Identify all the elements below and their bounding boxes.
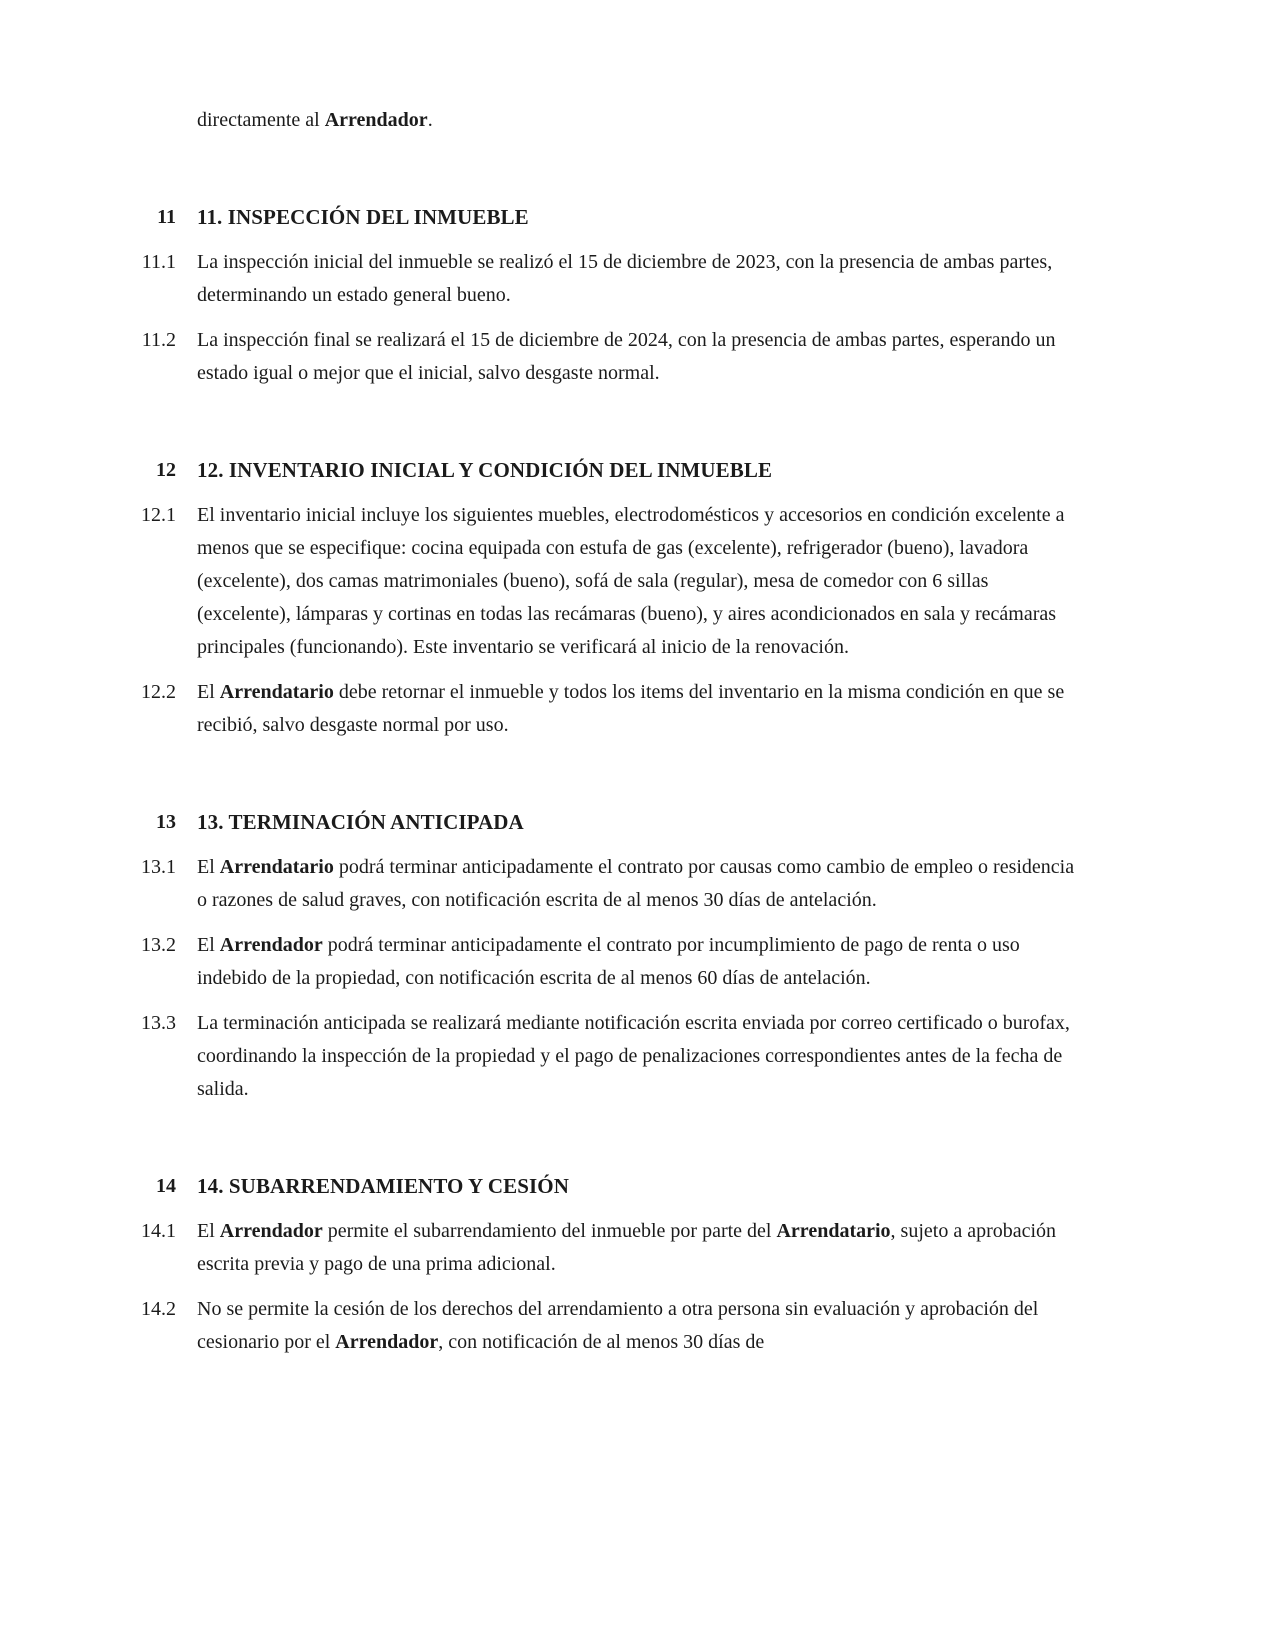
intro-paragraph-row [135, 104, 1080, 137]
section-12-title: 12. INVENTARIO INICIAL Y CONDICIÓN DEL INMUEBLE [197, 458, 773, 482]
clause-14-1-text: El Arrendador permite el subarrendamiento del inmueble por parte del Arrendatario, sujeto a aprobación escrita previa y pago de una prima adicional. [197, 1220, 1057, 1275]
section-11 [135, 201, 1080, 390]
section-12 [135, 454, 1080, 742]
clause-13-2 [135, 929, 1080, 995]
section-12-heading-row [135, 454, 1080, 487]
section-14-number: 14 [156, 1175, 176, 1197]
clause-12-1 [135, 499, 1080, 664]
clause-14-2 [135, 1293, 1080, 1359]
section-13-title: 13. TERMINACIÓN ANTICIPADA [197, 810, 524, 834]
clause-13-3-text: La terminación anticipada se realizará mediante notificación escrita enviada por correo certificado o burofax, coordinando la inspección de la propiedad y el pago de penalizaciones correspondientes antes de la fecha de salida. [197, 1012, 1070, 1100]
section-11-heading-row [135, 201, 1080, 234]
clause-11-1 [135, 246, 1080, 312]
section-11-number: 11 [157, 206, 176, 228]
clause-12-2-number: 12.2 [141, 681, 176, 703]
section-13-number: 13 [156, 811, 176, 833]
section-14 [135, 1170, 1080, 1359]
clause-14-1-number: 14.1 [141, 1220, 176, 1242]
intro-paragraph: directamente al Arrendador. [197, 109, 433, 131]
section-14-heading-row [135, 1170, 1080, 1203]
clause-12-1-text: El inventario inicial incluye los siguientes muebles, electrodomésticos y accesorios en condición excelente a menos que se especifique: cocina equipada con estufa de gas (excelente), refrigerador (bueno), lavadora (excelente), dos camas matrimoniales (bueno), sofá de sala (regular), mesa de comedor con 6 sillas (excelente), lámparas y cortinas en todas las recámaras (bueno), y aires acondicionados en sala y recámaras principales (funcionando). Este inventario se verificará al inicio de la renovación. [197, 504, 1065, 658]
section-13-heading-row [135, 806, 1080, 839]
clause-12-1-number: 12.1 [141, 504, 176, 526]
clause-13-2-number: 13.2 [141, 934, 176, 956]
clause-11-2-text: La inspección final se realizará el 15 de diciembre de 2024, con la presencia de ambas partes, esperando un estado igual o mejor que el inicial, salvo desgaste normal. [197, 329, 1056, 384]
section-14-title: 14. SUBARRENDAMIENTO Y CESIÓN [197, 1174, 570, 1198]
clause-11-1-text: La inspección inicial del inmueble se realizó el 15 de diciembre de 2023, con la presencia de ambas partes, determinando un estado general bueno. [197, 251, 1053, 306]
section-12-number: 12 [156, 459, 176, 481]
clause-13-1-text: El Arrendatario podrá terminar anticipadamente el contrato por causas como cambio de empleo o residencia o razones de salud graves, con notificación escrita de al menos 30 días de antelación. [197, 856, 1075, 911]
clause-14-1 [135, 1215, 1080, 1281]
clause-13-1 [135, 851, 1080, 917]
clause-14-2-text: No se permite la cesión de los derechos del arrendamiento a otra persona sin evaluación y aprobación del cesionario por el Arrendador, con notificación de al menos 30 días de [197, 1298, 1039, 1353]
clause-11-2 [135, 324, 1080, 390]
clause-13-3 [135, 1007, 1080, 1106]
clause-11-1-number: 11.1 [141, 251, 176, 273]
clause-12-2-text: El Arrendatario debe retornar el inmueble y todos los items del inventario en la misma condición en que se recibió, salvo desgaste normal por uso. [197, 681, 1065, 736]
clause-13-1-number: 13.1 [141, 856, 176, 878]
clause-12-2 [135, 676, 1080, 742]
section-11-title: 11. INSPECCIÓN DEL INMUEBLE [197, 205, 529, 229]
clause-13-3-number: 13.3 [141, 1012, 176, 1034]
clause-11-2-number: 11.2 [141, 329, 176, 351]
section-13 [135, 806, 1080, 1106]
clause-13-2-text: El Arrendador podrá terminar anticipadamente el contrato por incumplimiento de pago de renta o uso indebido de la propiedad, con notificación escrita de al menos 60 días de antelación. [197, 934, 1020, 989]
clause-14-2-number: 14.2 [141, 1298, 176, 1320]
